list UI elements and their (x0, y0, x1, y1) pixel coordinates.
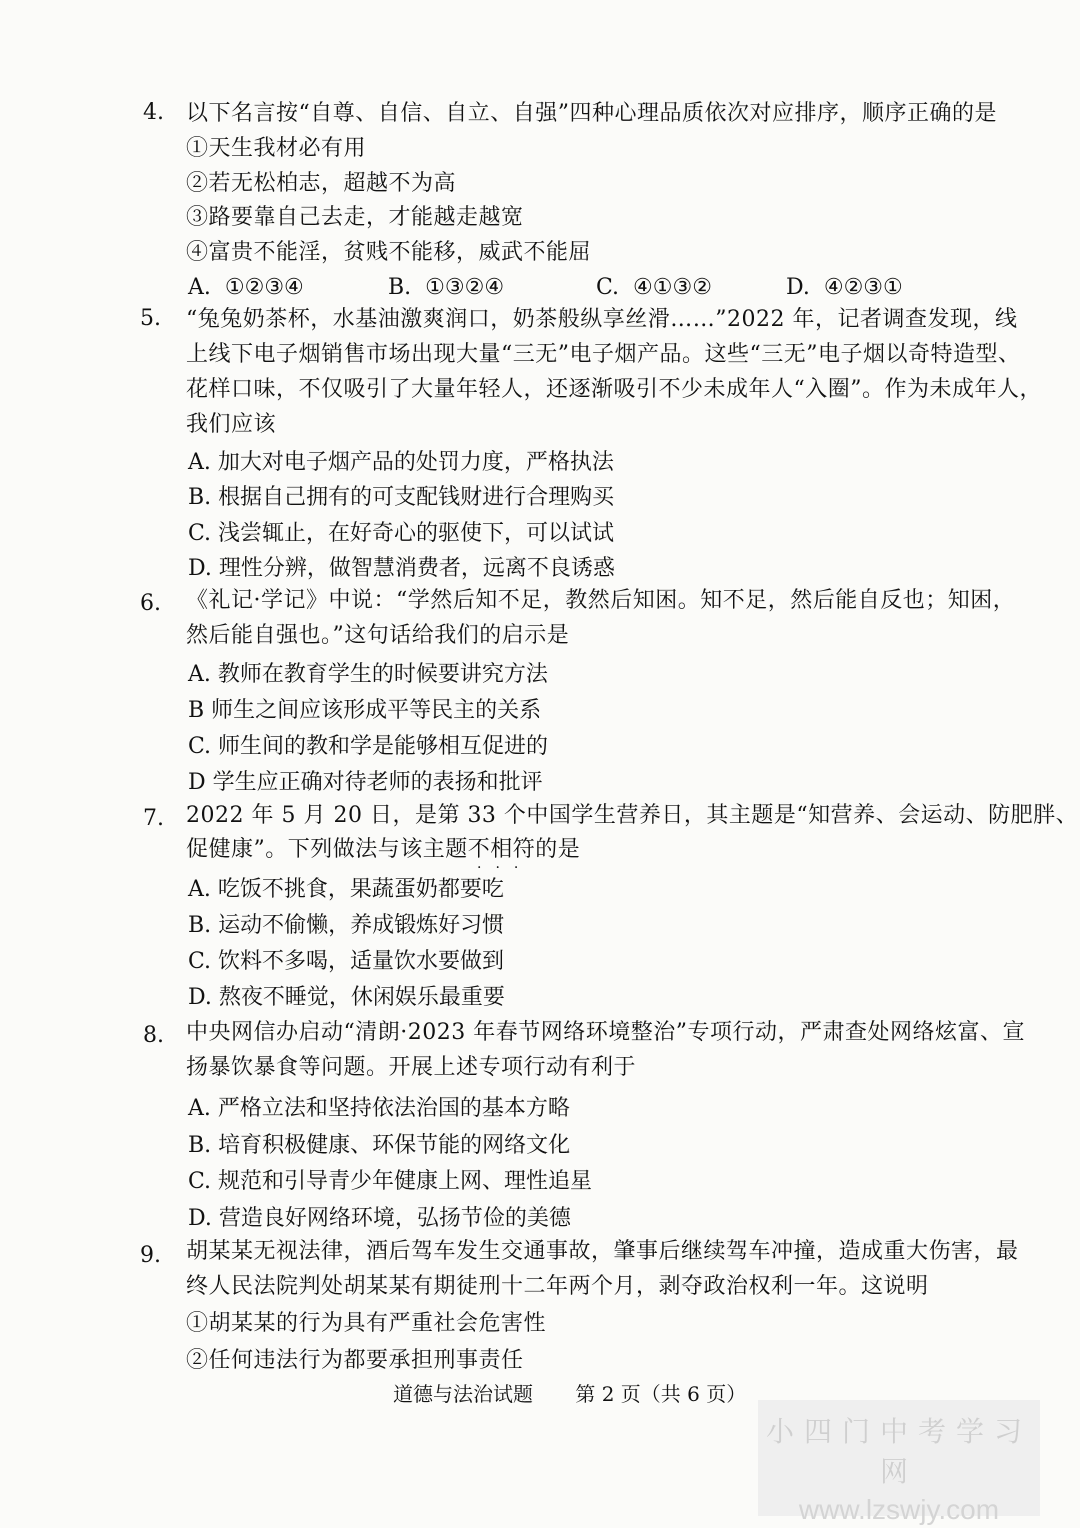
choice-a: A. 教师在教育学生的时候要讲究方法 (188, 662, 548, 687)
question-stem: 以下名言按“自尊、自信、自立、自强”四种心理品质依次对应排序，顺序正确的是 (186, 101, 997, 126)
statement-item: ①天生我材必有用 (186, 136, 367, 161)
choice-a: A. 加大对电子烟产品的处罚力度，严格执法 (188, 450, 614, 475)
question-stem: 胡某某无视法律，酒后驾车发生交通事故，肇事后继续驾车冲撞，造成重大伤害，最 (186, 1239, 1019, 1264)
choice-b: B. 根据自己拥有的可支配钱财进行合理购买 (188, 485, 615, 510)
choice-c: C. 师生间的教和学是能够相互促进的 (188, 734, 549, 759)
question-number: 6. (140, 591, 161, 616)
choice-b: B. 培育积极健康、环保节能的网络文化 (188, 1133, 571, 1158)
choice-d: D. 熬夜不睡觉，休闲娱乐最重要 (188, 985, 505, 1010)
question-number: 9. (140, 1243, 161, 1268)
statement-item: ②若无松柏志，超越不为高 (186, 171, 457, 196)
footer-page-number: 第 2 页（共 6 页） (575, 1382, 747, 1406)
question-number: 7. (143, 806, 164, 831)
question-stem: 上线下电子烟销售市场出现大量“三无”电子烟产品。这些“三无”电子烟以奇特造型、 (186, 342, 1021, 367)
page-footer (393, 1378, 782, 1407)
watermark-url: www.lzswjy.com (798, 1494, 1000, 1525)
question-stem: 2022 年 5 月 20 日，是第 33 个中国学生营养日，其主题是“知营养、会运动、防肥胖、 (186, 803, 1079, 828)
statement-item: ②任何违法行为都要承担刑事责任 (186, 1348, 524, 1373)
choice-c: C. 饮料不多喝，适量饮水要做到 (188, 949, 505, 974)
choice-d: D. 营造良好网络环境，弘扬节俭的美德 (188, 1206, 571, 1231)
emphasis-dots: ··· (477, 860, 533, 876)
question-stem: 促健康”。下列做法与该主题不相符的是 (186, 837, 581, 862)
choice-b: B. 运动不偷懒，养成锻炼好习惯 (188, 913, 505, 938)
question-number: 4. (143, 100, 164, 125)
choice-b: B 师生之间应该形成平等民主的关系 (188, 698, 542, 723)
choice-a: A. 严格立法和坚持依法治国的基本方略 (188, 1096, 570, 1121)
statement-item: ①胡某某的行为具有严重社会危害性 (186, 1311, 547, 1336)
question-number: 8. (143, 1023, 164, 1048)
question-stem: 《礼记·学记》中说：“学然后知不足，教然后知困。知不足，然后能自反也；知困， (186, 588, 1016, 613)
question-stem: 花样口味，不仅吸引了大量年轻人，还逐渐吸引不少未成年人“入圈”。作为未成年人， (186, 377, 1042, 402)
option-c: C. ④①③② (596, 275, 712, 300)
question-stem: 我们应该 (186, 412, 277, 437)
question-stem: 扬暴饮暴食等问题。开展上述专项行动有利于 (186, 1055, 637, 1080)
choice-a: A. 吃饭不挑食，果蔬蛋奶都要吃 (188, 877, 504, 902)
question-stem: 然后能自强也。”这句话给我们的启示是 (186, 623, 570, 648)
choice-d: D. 理性分辨，做智慧消费者，远离不良诱惑 (188, 556, 615, 581)
footer-subject: 道德与法治试题 (393, 1382, 533, 1406)
choice-c: C. 规范和引导青少年健康上网、理性追星 (188, 1169, 593, 1194)
statement-item: ④富贵不能淫，贫贱不能移，威武不能屈 (186, 240, 592, 265)
question-stem: 终人民法院判处胡某某有期徒刑十二年两个月，剥夺政治权利一年。这说明 (186, 1274, 929, 1299)
watermark-site-name: 小四门中考学习网 (765, 1415, 1032, 1488)
question-stem: “兔兔奶茶杯，水基油激爽润口，奶茶般纵享丝滑……”2022 年，记者调查发现，线 (186, 307, 1018, 332)
question-stem: 中央网信办启动“清朗·2023 年春节网络环境整治”专项行动，严肃查处网络炫富、宣 (186, 1020, 1025, 1045)
watermark (758, 1400, 1040, 1525)
statement-item: ③路要靠自己去走，才能越走越宽 (186, 205, 524, 230)
question-number: 5. (140, 306, 161, 331)
choice-c: C. 浅尝辄止，在好奇心的驱使下，可以试试 (188, 521, 615, 546)
option-a: A. ①②③④ (188, 275, 304, 300)
option-d: D. ④②③① (786, 275, 903, 300)
choice-d: D 学生应正确对待老师的表扬和批评 (188, 770, 543, 795)
option-b: B. ①③②④ (388, 275, 505, 300)
